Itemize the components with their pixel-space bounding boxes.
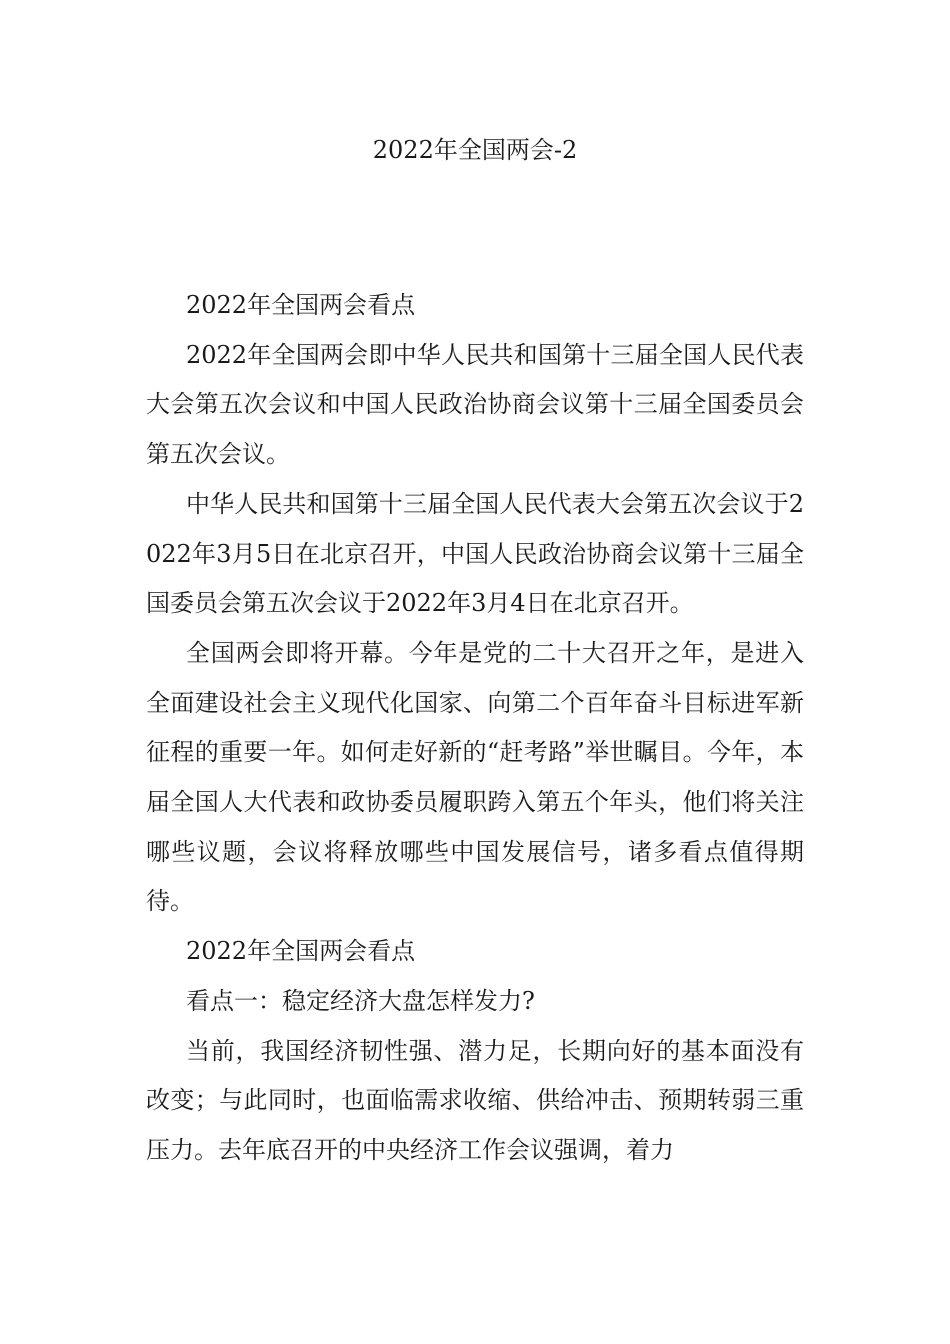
paragraph-subheading: 看点一：稳定经济大盘怎样发力?: [186, 986, 535, 1015]
document-title: 2022年全国两会-2: [372, 136, 578, 164]
paragraph: 中华人民共和国第十三届全国人民代表大会第五次会议于2022年3月5日在北京召开，中国人民政治协商会议第十三届全国委员会第五次会议于2022年3月4日在北京召开。: [146, 489, 804, 618]
paragraph: 2022年全国两会即中华人民共和国第十三届全国人民代表大会第五次会议和中国人民政治协商会议第十三届全国委员会第五次会议。: [146, 340, 804, 469]
paragraph: 当前，我国经济韧性强、潜力足，长期向好的基本面没有改变；与此同时，也面临需求收缩、供给冲击、预期转弱三重压力。去年底召开的中央经济工作会议强调，着力: [146, 1036, 804, 1164]
paragraph-subheading: 2022年全国两会看点: [186, 291, 416, 319]
paragraph: 全国两会即将开幕。今年是党的二十大召开之年，是进入全面建设社会主义现代化国家、向第二个百年奋斗目标进军新征程的重要一年。如何走好新的“赶考路”举世瞩目。今年，本届全国人大代表和政协委员履职跨入第五个年头，他们将关注哪些议题，会议将释放哪些中国发展信号，诸多看点值得期待。: [146, 638, 804, 916]
document-body: [146, 281, 804, 1176]
paragraph-subheading: 2022年全国两会看点: [186, 937, 416, 966]
